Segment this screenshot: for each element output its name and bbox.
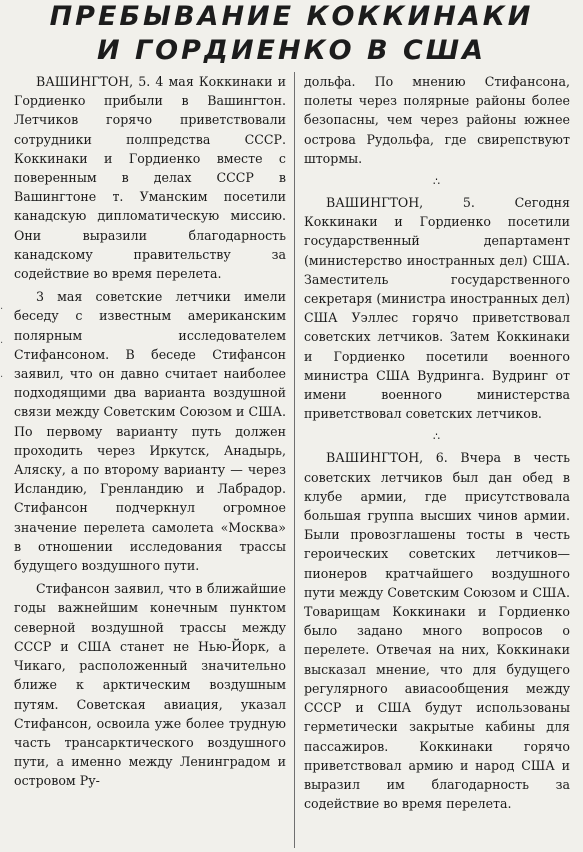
section-separator: ∴ — [433, 175, 441, 189]
edge-mark: . — [0, 369, 4, 380]
article-paragraph-stefansson-meeting: 3 мая советские летчики имели беседу с известным американским полярным исследователем Стифансоном. В беседе Стифансон заявил, что он давно считает наиболее подходящими два варианта воздушной связи между Советским Союзом и США. По первому варианту путь должен проходить через Иркутск, Анадырь, Аляску, а по второму варианту — через Исландию, Гренландию и Лабрадор. Стифансон подчеркнул огромное значение перелета самолета «Москва» в отношении исследования трассы будущего воздушного пути. — [14, 289, 286, 574]
article-paragraph-washington-5-state-department: ВАШИНГТОН, 5. Сегодня Коккинаки и Гордиенко посетили государственный департамент (министерство иностранных дел) США. Заместитель государственного секретаря (министра иностранных дел) США Уэллес горячо приветствовал советских летчиков. Затем Коккинаки и Гордиенко посетили военного министра США Вудринга. Вудринг от имени военного министерства приветствовал советских летчиков. — [304, 195, 570, 422]
page-edge-marks — [0, 290, 6, 850]
section-separator: ∴ — [433, 430, 441, 444]
headline-line-1: ПРЕБЫВАНИЕ КОККИНАКИ — [49, 1, 534, 32]
right-column — [304, 72, 570, 813]
headline-line-2: И ГОРДИЕНКО В США — [96, 35, 487, 66]
article-paragraph-washington-6-dinner: ВАШИНГТОН, 6. Вчера в честь советских летчиков был дан обед в клубе армии, где присутствовала большая группа высших чинов армии. Были провозглашены тосты в честь героических советских летчиков—пионеров кратчайшего воздушного пути между Советским Союзом и США. Товарищам Коккинаки и Гордиенко было задано много вопросов о перелете. Отвечая на них, Коккинаки высказал мнение, что для будущего регулярного авиасообщения между СССР и США будут использованы герметически закрытые кабины для пассажиров. Коккинаки горячо приветствовал армию и народ США и выразил им благодарность за содействие во время перелета. — [304, 450, 570, 812]
article-paragraph-stefansson-statement: Стифансон заявил, что в ближайшие годы важнейшим конечным пунктом северной воздушной трассы между СССР и США станет не Нью-Йорк, а Чикаго, расположенный значительно ближе к арктическим воздушным путям. Советская авиация, указал Стифансон, освоила уже более трудную часть трансарктического воздушного пути, а именно между Ленинградом и островом Ру- — [14, 581, 286, 789]
column-divider — [294, 72, 295, 848]
article-paragraph-continuation: дольфа. По мнению Стифансона, полеты через полярные районы более безопасны, чем через районы южнее острова Рудольфа, где свирепствуют штормы. — [304, 74, 570, 166]
headline — [0, 0, 583, 72]
edge-mark: . — [0, 335, 4, 346]
article-paragraph-washington-5-arrival: ВАШИНГТОН, 5. 4 мая Коккинаки и Гордиенко прибыли в Вашингтон. Летчиков горячо приветствовали сотрудники полпредства СССР. Коккинаки и Гордиенко вместе с поверенным в делах СССР в Вашингтоне т. Уманским посетили канадскую дипломатическую миссию. Они выразили благодарность канадскому правительству за содействие во время перелета. — [14, 74, 286, 282]
edge-mark: . — [0, 301, 4, 312]
left-column — [14, 72, 286, 791]
